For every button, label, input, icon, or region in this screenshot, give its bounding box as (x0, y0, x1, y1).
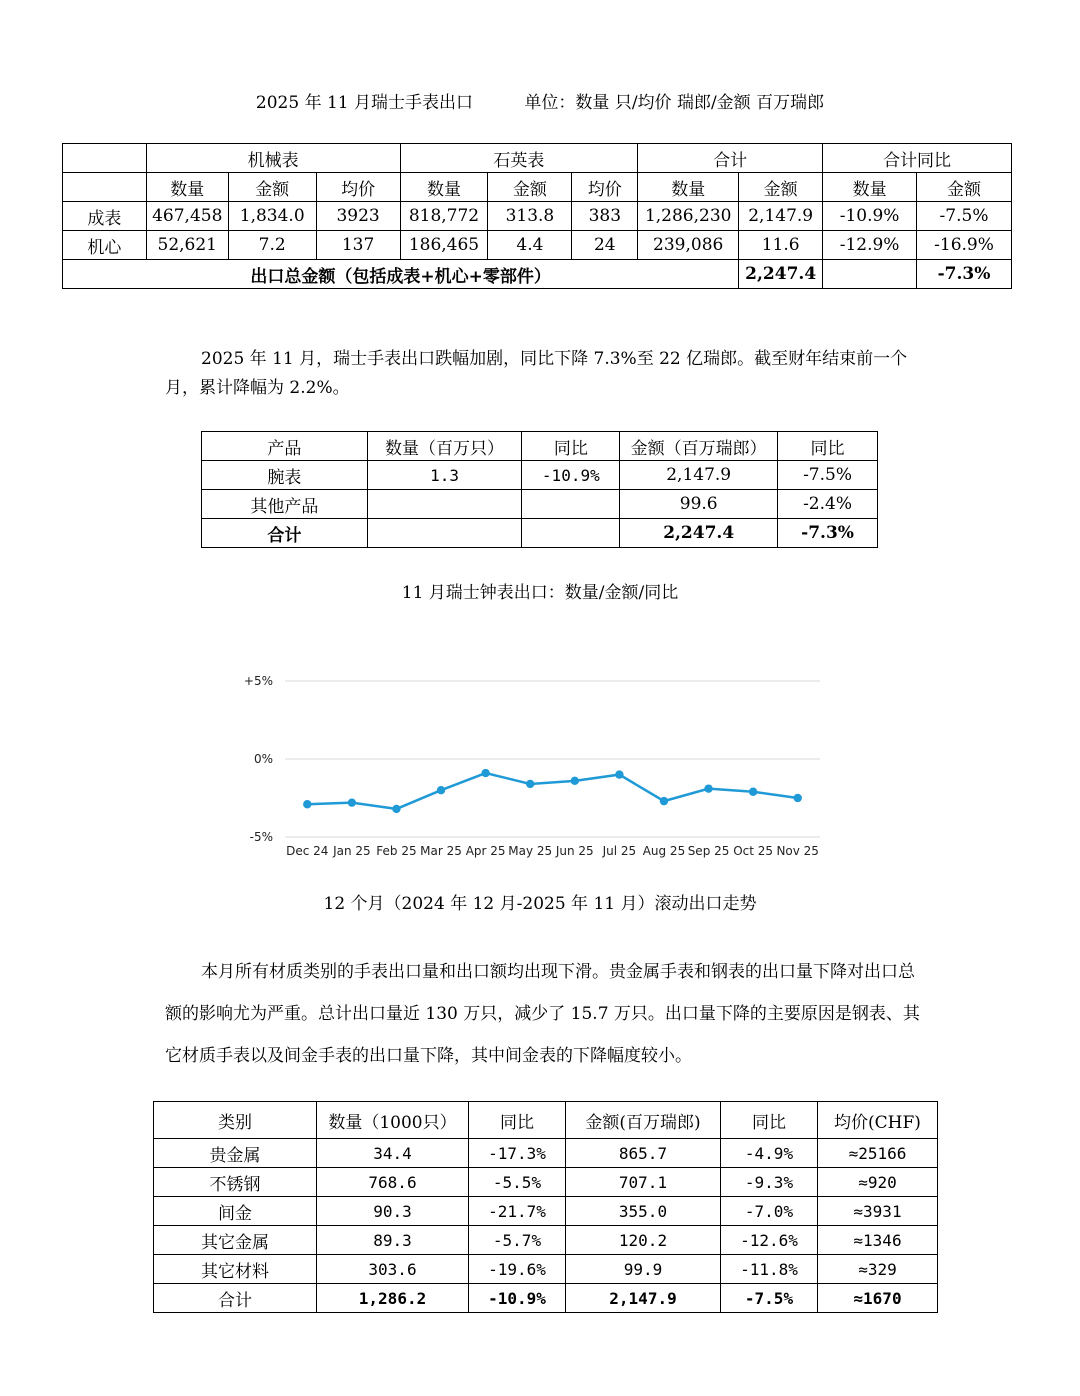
table-cell: -12.9% (823, 231, 917, 260)
table-header-cell: 金额 (228, 173, 316, 202)
table-cell: -17.3% (469, 1139, 566, 1168)
table-total-row (63, 260, 1012, 289)
table-cell: -11.8% (721, 1255, 818, 1284)
table-cell: 303.6 (317, 1255, 469, 1284)
table-header-cell: 同比 (522, 432, 620, 461)
data-point (571, 777, 579, 785)
table-cell: 467,458 (146, 202, 228, 231)
table-cell: -9.3% (721, 1168, 818, 1197)
table-header-cell: 数量（1000只） (317, 1102, 469, 1139)
table-cell: 11.6 (739, 231, 823, 260)
table-cell: -10.9% (522, 461, 620, 490)
x-tick-label: Mar 25 (420, 844, 462, 858)
table-header-row (202, 432, 878, 461)
table-cell: -10.9% (469, 1284, 566, 1313)
table-cell: 2,147.9 (566, 1284, 721, 1313)
table-cell: -7.5% (917, 202, 1012, 231)
table-cell: 2,147.9 (620, 461, 778, 490)
x-tick-label: Sep 25 (687, 844, 730, 858)
data-point (303, 800, 311, 808)
table-row (63, 202, 1012, 231)
table-header-cell: 均价 (316, 173, 400, 202)
paragraph-summary: 2025 年 11 月，瑞士手表出口跌幅加剧，同比下降 7.3%至 22 亿瑞郎。截至财年结束前一个月，累计降幅为 2.2%。 (165, 349, 908, 398)
table-cell (367, 490, 522, 519)
data-point (437, 786, 445, 794)
table-cell: ≈329 (818, 1255, 938, 1284)
table-cell: 24 (572, 231, 638, 260)
table-cell: 合计 (202, 519, 368, 548)
title-main: 2025 年 11 月瑞士手表出口 (255, 93, 474, 113)
line-chart (235, 665, 835, 865)
x-tick-label: May 25 (508, 844, 553, 858)
data-point (348, 798, 356, 806)
table-subheader-row (63, 173, 1012, 202)
row-label: 机心 (63, 231, 147, 260)
table-cell: 不锈钢 (154, 1168, 317, 1197)
table-cell: ≈1346 (818, 1226, 938, 1255)
data-point (660, 797, 668, 805)
table-cell: -5.7% (469, 1226, 566, 1255)
table-cell: 1,286.2 (317, 1284, 469, 1313)
table-cell: 腕表 (202, 461, 368, 490)
table-cell: 99.9 (566, 1255, 721, 1284)
table-cell: 其它金属 (154, 1226, 317, 1255)
table-cell: 1,834.0 (228, 202, 316, 231)
table-cell: -21.7% (469, 1197, 566, 1226)
table-cell: 707.1 (566, 1168, 721, 1197)
table-cell: 合计 (154, 1284, 317, 1313)
table-cell (522, 490, 620, 519)
data-point (392, 805, 400, 813)
table-cell: ≈25166 (818, 1139, 938, 1168)
table-cell: 768.6 (317, 1168, 469, 1197)
total-amount: 2,247.4 (739, 260, 823, 289)
table-header-cell: 数量 (823, 173, 917, 202)
table-cell (367, 519, 522, 548)
table-cell: -12.6% (721, 1226, 818, 1255)
table-header-cell: 同比 (721, 1102, 818, 1139)
table-cell: 355.0 (566, 1197, 721, 1226)
y-tick-label: -5% (249, 830, 273, 844)
table-cell: -19.6% (469, 1255, 566, 1284)
table-cell: 2,147.9 (739, 202, 823, 231)
data-point (794, 794, 802, 802)
table-cell: 2,247.4 (620, 519, 778, 548)
data-point (749, 788, 757, 796)
data-point (481, 769, 489, 777)
data-point (526, 780, 534, 788)
x-tick-label: Jul 25 (602, 844, 637, 858)
table-row (154, 1168, 938, 1197)
table-row (154, 1255, 938, 1284)
data-point (615, 770, 623, 778)
table-cell: -5.5% (469, 1168, 566, 1197)
table-cell: 89.3 (317, 1226, 469, 1255)
table-cell: 其他产品 (202, 490, 368, 519)
page-title (0, 88, 1080, 113)
table-cell: -7.3% (778, 519, 878, 548)
table-header-cell: 同比 (469, 1102, 566, 1139)
x-tick-label: Apr 25 (465, 844, 506, 858)
title-unit: 单位：数量 只/均价 瑞郎/金额 百万瑞郎 (524, 93, 825, 113)
table-cell: 120.2 (566, 1226, 721, 1255)
table-cell: 贵金属 (154, 1139, 317, 1168)
table-cell: ≈3931 (818, 1197, 938, 1226)
header-total-yoy: 合计同比 (823, 144, 1012, 173)
header-total: 合计 (638, 144, 823, 173)
table-total-row (154, 1284, 938, 1313)
table-header-cell: 数量（百万只） (367, 432, 522, 461)
table-row (202, 490, 878, 519)
table-cell: 其它材料 (154, 1255, 317, 1284)
table-cell: -2.4% (778, 490, 878, 519)
table-cell: 4.4 (488, 231, 572, 260)
total-label: 出口总金额（包括成表+机心+零部件） (63, 260, 739, 289)
table-cell: 186,465 (400, 231, 488, 260)
table-header-cell: 类别 (154, 1102, 317, 1139)
table-cell: 818,772 (400, 202, 488, 231)
table-cell: -7.5% (778, 461, 878, 490)
table-cell: 90.3 (317, 1197, 469, 1226)
table-header-cell: 数量 (638, 173, 739, 202)
table-cell: 865.7 (566, 1139, 721, 1168)
table-row (154, 1197, 938, 1226)
y-tick-label: 0% (253, 752, 273, 766)
table-cell: 383 (572, 202, 638, 231)
material-table (153, 1101, 938, 1313)
table-cell: -7.0% (721, 1197, 818, 1226)
table-header-cell: 金额(百万瑞郎) (566, 1102, 721, 1139)
x-tick-label: Aug 25 (642, 844, 686, 858)
table-row (154, 1139, 938, 1168)
table-cell: 3923 (316, 202, 400, 231)
table-header-cell: 金额 (739, 173, 823, 202)
table-cell: -4.9% (721, 1139, 818, 1168)
table-header-cell: 金额（百万瑞郎） (620, 432, 778, 461)
y-tick-label: +5% (243, 674, 273, 688)
table-cell: 137 (316, 231, 400, 260)
data-point (704, 784, 712, 792)
table-cell (522, 519, 620, 548)
table-cell: 239,086 (638, 231, 739, 260)
table-cell: 7.2 (228, 231, 316, 260)
table-row (154, 1226, 938, 1255)
table-row (63, 231, 1012, 260)
table-row (202, 461, 878, 490)
series-line (307, 773, 797, 809)
table-cell: ≈920 (818, 1168, 938, 1197)
table-header-row (154, 1102, 938, 1139)
table-header-row (63, 144, 1012, 173)
table-header-cell: 数量 (146, 173, 228, 202)
table-cell: 34.4 (317, 1139, 469, 1168)
table-cell: 52,621 (146, 231, 228, 260)
chart-title: 11 月瑞士钟表出口：数量/金额/同比 (401, 583, 679, 603)
table-header-cell: 数量 (400, 173, 488, 202)
total-yoy: -7.3% (917, 260, 1012, 289)
chart-caption: 12 个月（2024 年 12 月-2025 年 11 月）滚动出口走势 (323, 894, 757, 914)
table-cell: -10.9% (823, 202, 917, 231)
table-cell: -7.5% (721, 1284, 818, 1313)
table-header-cell: 金额 (488, 173, 572, 202)
table-cell: -16.9% (917, 231, 1012, 260)
table-cell: 313.8 (488, 202, 572, 231)
header-quartz: 石英表 (400, 144, 638, 173)
paragraph-analysis: 本月所有材质类别的手表出口量和出口额均出现下滑。贵金属手表和钢表的出口量下降对出口总额的影响尤为严重。总计出口量近 130 万只，减少了 15.7 万只。出口量下降的主要原因是钢表、其它材质手表以及间金手表的出口量下降，其中间金表的下降幅度较小。 (165, 962, 920, 1066)
table-header-cell: 均价(CHF) (818, 1102, 938, 1139)
table-cell: 1.3 (367, 461, 522, 490)
table-header-cell: 产品 (202, 432, 368, 461)
table-header-cell: 同比 (778, 432, 878, 461)
export-summary-table (62, 143, 1012, 289)
header-mechanical: 机械表 (146, 144, 400, 173)
table-header-cell: 均价 (572, 173, 638, 202)
x-tick-label: Nov 25 (776, 844, 819, 858)
row-label: 成表 (63, 202, 147, 231)
x-tick-label: Oct 25 (733, 844, 774, 858)
table-cell: 1,286,230 (638, 202, 739, 231)
product-table (201, 431, 878, 548)
x-tick-label: Jun 25 (555, 844, 594, 858)
x-tick-label: Jan 25 (333, 844, 371, 858)
table-total-row (202, 519, 878, 548)
table-cell: ≈1670 (818, 1284, 938, 1313)
table-header-cell: 金额 (917, 173, 1012, 202)
x-tick-label: Dec 24 (286, 844, 329, 858)
x-tick-label: Feb 25 (376, 844, 417, 858)
table-cell: 99.6 (620, 490, 778, 519)
table-cell: 间金 (154, 1197, 317, 1226)
